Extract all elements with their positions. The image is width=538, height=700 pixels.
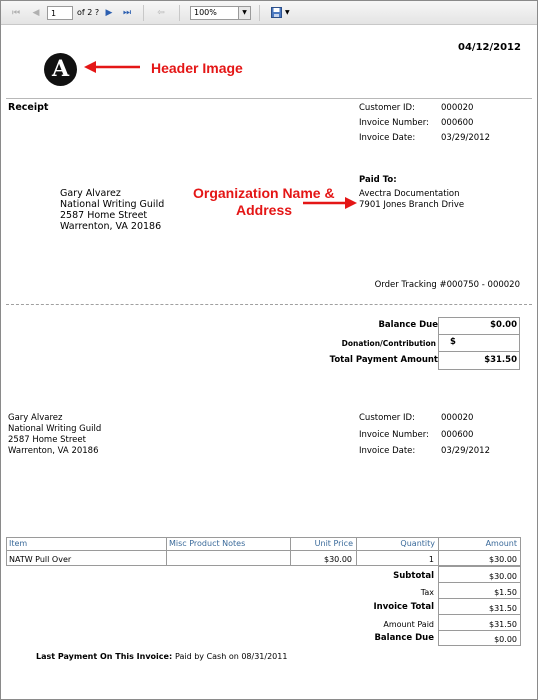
back-icon[interactable]: ⇦ [157,8,165,18]
stub-org: National Writing Guild [8,424,102,434]
stub-street: 2587 Home Street [8,435,86,445]
export-dropdown-icon[interactable]: ▼ [285,9,290,16]
toolbar-separator [143,5,144,21]
stub-invoice-number-label: Invoice Number: [359,430,429,440]
invoice-total-value: $31.50 [489,604,517,613]
stub-name: Gary Alvarez [8,413,63,423]
invoice-date-label: Invoice Date: [359,133,416,143]
header-image-callout: Header Image [151,60,243,76]
organization-logo [44,53,77,86]
column-divider [290,537,291,566]
balance-due-value: $0.00 [490,320,517,330]
column-header-notes: Misc Product Notes [169,539,246,548]
stub-invoice-date-value: 03/29/2012 [441,446,490,456]
org-callout-line2: Address [236,202,293,218]
receipt-title: Receipt [8,102,49,113]
first-page-icon[interactable]: ⏮ [11,8,21,18]
report-date: 04/12/2012 [458,42,521,53]
last-payment-value: Paid by Cash on 08/31/2011 [175,652,288,661]
bill-to-org: National Writing Guild [60,199,165,210]
subtotal-label: Subtotal [393,571,434,581]
subtotal-value: $30.00 [489,572,517,581]
row-quantity: 1 [428,555,434,564]
bill-to-city: Warrenton, VA 20186 [60,221,162,232]
column-divider [356,537,357,566]
last-payment-label: Last Payment On This Invoice: [36,652,173,661]
toolbar-separator [259,5,260,21]
invoice-number-label: Invoice Number: [359,118,429,128]
org-callout-line1: Organization Name & [193,185,335,201]
bill-to-name: Gary Alvarez [60,188,121,199]
order-tracking: Order Tracking #000750 - 000020 [374,280,520,290]
previous-page-icon[interactable]: ◀ [32,8,40,18]
zoom-value: 100% [194,8,217,17]
page-number-input[interactable] [47,6,73,20]
column-header-amount: Amount [485,539,517,548]
paid-to-name: Avectra Documentation [359,189,460,199]
zoom-select[interactable] [190,6,251,20]
toolbar-separator [179,5,180,21]
donation-label: Donation/Contribution [341,339,436,348]
stub-customer-id-label: Customer ID: [359,413,415,423]
tax-label: Tax [420,588,434,597]
last-page-icon[interactable]: ⏭ [122,8,132,18]
balance-due-label: Balance Due [378,320,438,330]
paid-to-street: 7901 Jones Branch Drive [359,200,465,210]
row-unit-price: $30.00 [324,555,352,564]
divider [438,351,520,352]
final-balance-due-value: $0.00 [494,635,517,644]
customer-id-label: Customer ID: [359,103,415,113]
stub-invoice-date-label: Invoice Date: [359,446,416,456]
bill-to-street: 2587 Home Street [60,210,148,221]
stub-invoice-number-value: 000600 [441,430,474,440]
divider [438,582,521,583]
donation-input[interactable]: $ [450,337,456,347]
divider [438,630,521,631]
customer-id-value: 000020 [441,103,474,113]
stub-city: Warrenton, VA 20186 [8,446,99,456]
column-header-quantity: Quantity [400,539,435,548]
column-header-item: Item [9,539,28,548]
total-payment-value: $31.50 [484,355,517,365]
paid-to-label: Paid To: [359,175,397,185]
divider [6,98,532,99]
column-header-unit-price: Unit Price [314,539,353,548]
arrow-icon [303,196,357,210]
row-item: NATW Pull Over [9,555,72,564]
report-toolbar [1,1,537,25]
invoice-date-value: 03/29/2012 [441,133,490,143]
amount-paid-label: Amount Paid [383,620,434,629]
invoice-number-value: 000600 [441,118,474,128]
amount-paid-value: $31.50 [489,620,517,629]
chevron-down-icon[interactable]: ▼ [238,7,250,19]
tax-value: $1.50 [494,588,517,597]
divider [438,614,521,615]
arrow-icon [84,60,142,74]
logo-letter: A [51,56,70,82]
final-balance-due-label: Balance Due [374,633,434,643]
page-count-label: of 2 ? [77,8,100,17]
export-icon[interactable] [270,7,284,19]
divider [438,334,520,335]
divider [438,598,521,599]
column-divider [166,537,167,566]
column-divider [438,537,439,566]
invoice-total-label: Invoice Total [373,602,434,612]
total-payment-label: Total Payment Amount [329,355,438,365]
tear-line [6,304,532,305]
row-amount: $30.00 [489,555,517,564]
next-page-icon[interactable]: ▶ [105,8,113,18]
stub-customer-id-value: 000020 [441,413,474,423]
